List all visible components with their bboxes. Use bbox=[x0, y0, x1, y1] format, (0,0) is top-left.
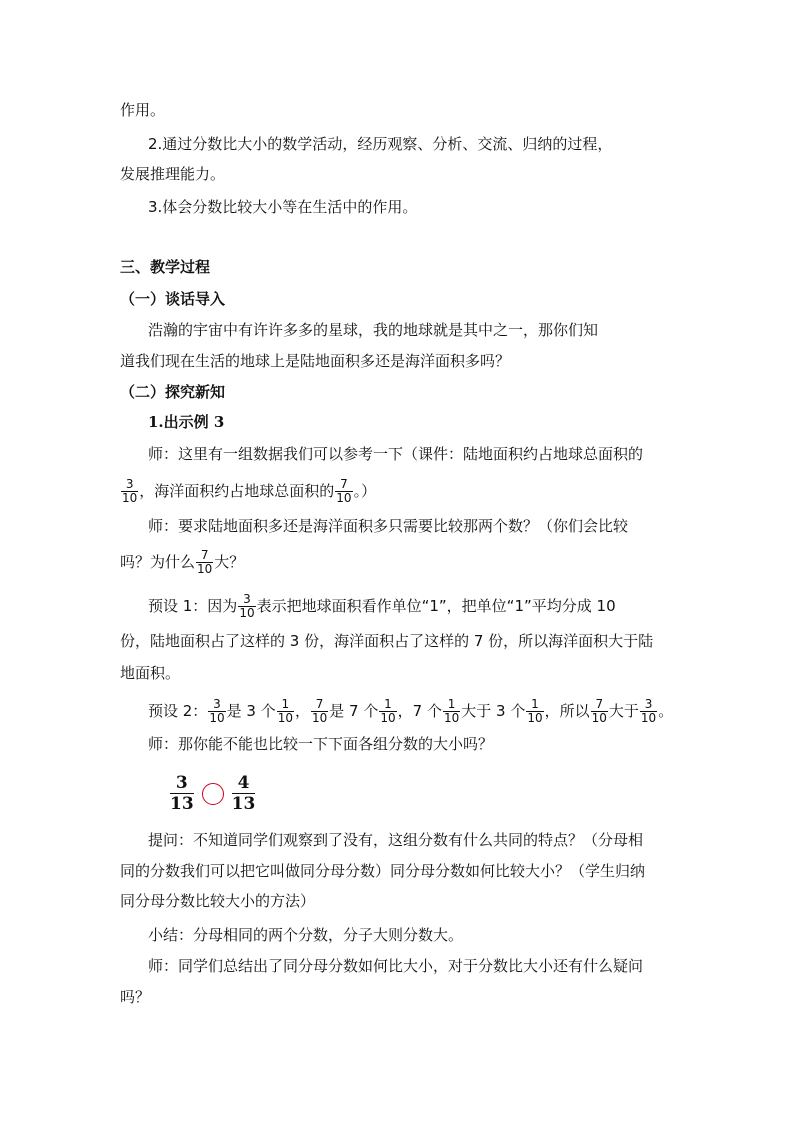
fraction: $\frac{3}{10}$ bbox=[640, 697, 657, 725]
teacher-question: 师：那你能不能也比较一下下面各组分数的大小吗？ bbox=[148, 735, 494, 753]
teacher-closing-line1: 师：同学们总结出了同分母分数如何比大小，对于分数比大小还有什么疑问 bbox=[148, 957, 644, 975]
subsection-heading-2: （二）探究新知 bbox=[120, 383, 226, 401]
prompt-line1: 提问：不知道同学们观察到了没有，这组分数有什么共同的特点？（分母相 bbox=[148, 831, 644, 849]
question-line1: 师：要求陆地面积多还是海洋面积多只需要比较那两个数？（你们会比较 bbox=[148, 517, 629, 535]
prompt-line2: 同的分数我们可以把它叫做同分母分数）同分母分数如何比较大小？（学生归纳 bbox=[120, 862, 646, 880]
section-heading: 三、教学过程 bbox=[120, 258, 211, 276]
objective-2-line2: 发展推理能力。 bbox=[120, 165, 226, 183]
intro-para-line1: 浩瀚的宇宙中有许许多多的星球，我的地球就是其中之一，那你们知 bbox=[148, 321, 599, 339]
prompt-line3: 同分母分数比较大小的方法） bbox=[120, 892, 316, 910]
preset1-line1: 预设 1：因为 $\frac{3}{10}$ 表示把地球面积看作单位“1”，把单位“1”平均分成 10 bbox=[148, 592, 616, 620]
fraction: $\frac{3}{10}$ bbox=[239, 592, 255, 620]
preset1-line2: 份，陆地面积占了这样的 3 份，海洋面积占了这样的 7 份，所以海洋面积大于陆 bbox=[120, 632, 654, 650]
fraction: $\frac{1}{10}$ bbox=[527, 697, 543, 725]
teacher-line1: 师：这里有一组数据我们可以参考一下（课件：陆地面积约占地球总面积的 bbox=[148, 445, 644, 463]
example-heading: 1.出示例 3 bbox=[148, 413, 225, 431]
summary: 小结：分母相同的两个分数，分子大则分数大。 bbox=[148, 926, 464, 944]
intro-para-line2: 道我们现在生活的地球上是陆地面积多还是海洋面积多吗？ bbox=[120, 352, 511, 370]
fraction: $\frac{3}{10}$ bbox=[122, 477, 138, 505]
subsection-heading-1: （一）谈话导入 bbox=[120, 290, 226, 308]
fraction: $\frac{4}{13}$ bbox=[231, 773, 256, 814]
fraction: $\frac{7}{10}$ bbox=[336, 477, 352, 505]
fraction: $\frac{1}{10}$ bbox=[277, 697, 293, 725]
fraction: $\frac{7}{10}$ bbox=[197, 548, 213, 576]
question-line2: 吗？为什么 $\frac{7}{10}$ 大？ bbox=[120, 548, 245, 576]
preset1-line3: 地面积。 bbox=[120, 664, 181, 682]
fraction-comparison bbox=[170, 773, 255, 814]
fraction: $\frac{7}{10}$ bbox=[311, 697, 328, 725]
text-line: 作用。 bbox=[120, 101, 166, 119]
preset2-line: 预设 2： $\frac{3}{10}$ 是 3 个 $\frac{1}{10}$ ， $\frac{7}{10}$ 是 7 个 $\frac{1}{10}$ ，7 个 $\frac{1}{10}$ 大于 3 个 $\frac{1}{10}$ ，所以 $\frac{7}{10}$ 大于 $\frac{3}{10}$ 。 bbox=[148, 697, 674, 725]
fraction: $\frac{3}{10}$ bbox=[209, 697, 225, 725]
objective-2-line1: 2.通过分数比大小的数学活动，经历观察、分析、交流、归纳的过程， bbox=[148, 135, 613, 153]
objective-3: 3.体会分数比较大小等在生活中的作用。 bbox=[148, 198, 418, 216]
fraction: $\frac{1}{10}$ bbox=[443, 697, 460, 725]
fraction: $\frac{3}{13}$ bbox=[170, 773, 194, 814]
fraction: $\frac{7}{10}$ bbox=[591, 697, 607, 725]
comparison-circle-icon bbox=[202, 783, 224, 805]
teacher-closing-line2: 吗？ bbox=[120, 988, 151, 1006]
fraction: $\frac{1}{10}$ bbox=[380, 697, 396, 725]
teacher-line2: $\frac{3}{10}$ ，海洋面积约占地球总面积的 $\frac{7}{10}$ 。） bbox=[122, 477, 377, 505]
